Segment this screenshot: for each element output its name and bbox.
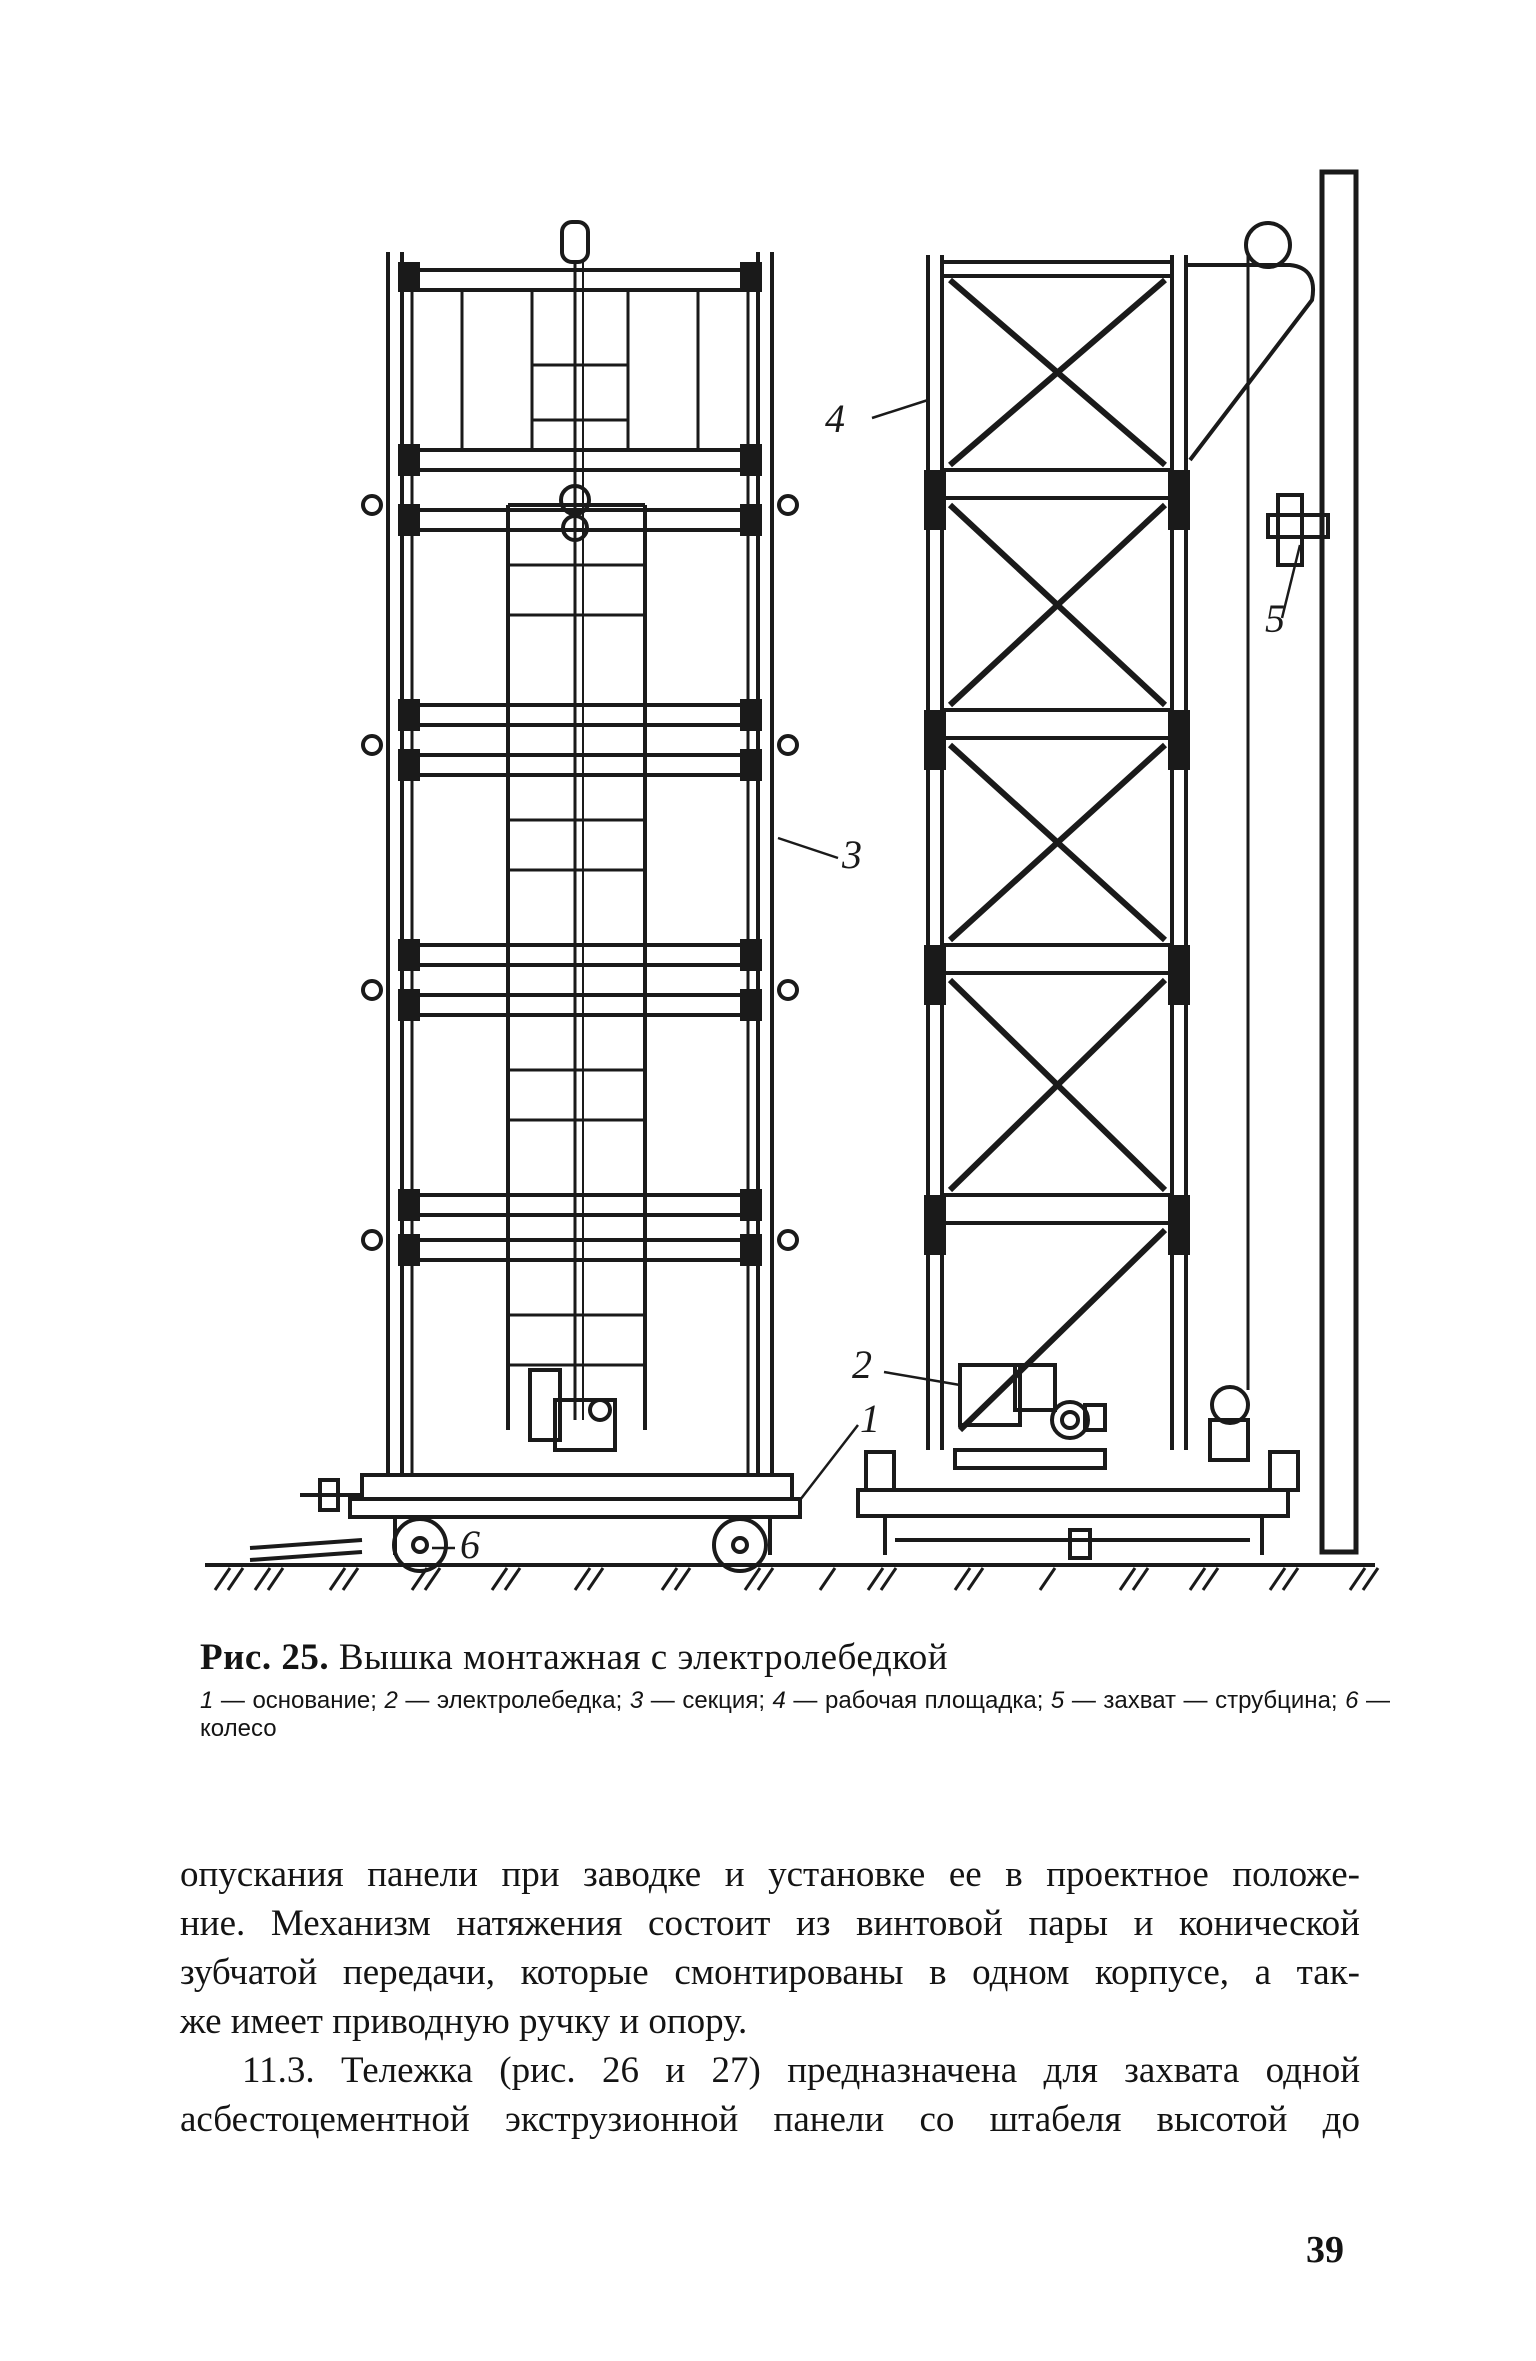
figure-legend <box>200 1687 1390 1743</box>
legend-item: 2 — электролебедка; <box>384 1687 623 1714</box>
callout-2: 2 <box>852 1342 872 1387</box>
callout-6: 6 <box>460 1522 480 1567</box>
figure-number: Рис. 25. <box>200 1637 330 1678</box>
body-text <box>180 1850 1360 2144</box>
legend-item: 6 — колесо <box>200 1687 1391 1742</box>
paragraph-line: зубчатой передачи, которые смонтированы в одном корпусе, а так- <box>180 1952 1360 1993</box>
legend-item: 4 — рабочая площадка; <box>772 1687 1044 1714</box>
legend-item: 3 — секция; <box>629 1687 765 1714</box>
paragraph-line: ние. Механизм натяжения состоит из винтовой пары и конической <box>180 1903 1360 1944</box>
legend-item: 5 — захват — струбцина; <box>1050 1687 1338 1714</box>
paragraph-line: же имеет приводную ручку и опору. <box>180 2001 748 2042</box>
paragraph-line: 11.3. Тележка (рис. 26 и 27) предназначена для захвата одной <box>242 2050 1360 2091</box>
figure-caption <box>200 1636 1390 1743</box>
wall-column <box>1322 172 1356 1552</box>
callout-1: 1 <box>860 1396 880 1441</box>
paragraph-line: асбестоцементной экструзионной панели со штабеля высотой до <box>180 2099 1360 2140</box>
left-tower <box>250 222 800 1571</box>
paragraph-line: опускания панели при заводке и установке ее в проектное положе- <box>180 1854 1360 1895</box>
caption-title <box>200 1636 1390 1679</box>
callout-4: 4 <box>825 396 845 441</box>
legend-item: 1 — основание; <box>200 1687 377 1714</box>
callout-5: 5 <box>1265 596 1285 641</box>
ground <box>205 1565 1378 1590</box>
right-tower <box>858 223 1328 1558</box>
callout-3: 3 <box>842 832 862 877</box>
page-number: 39 <box>1306 2229 1344 2271</box>
figure-title: Вышка монтажная с электролебедкой <box>338 1637 949 1678</box>
